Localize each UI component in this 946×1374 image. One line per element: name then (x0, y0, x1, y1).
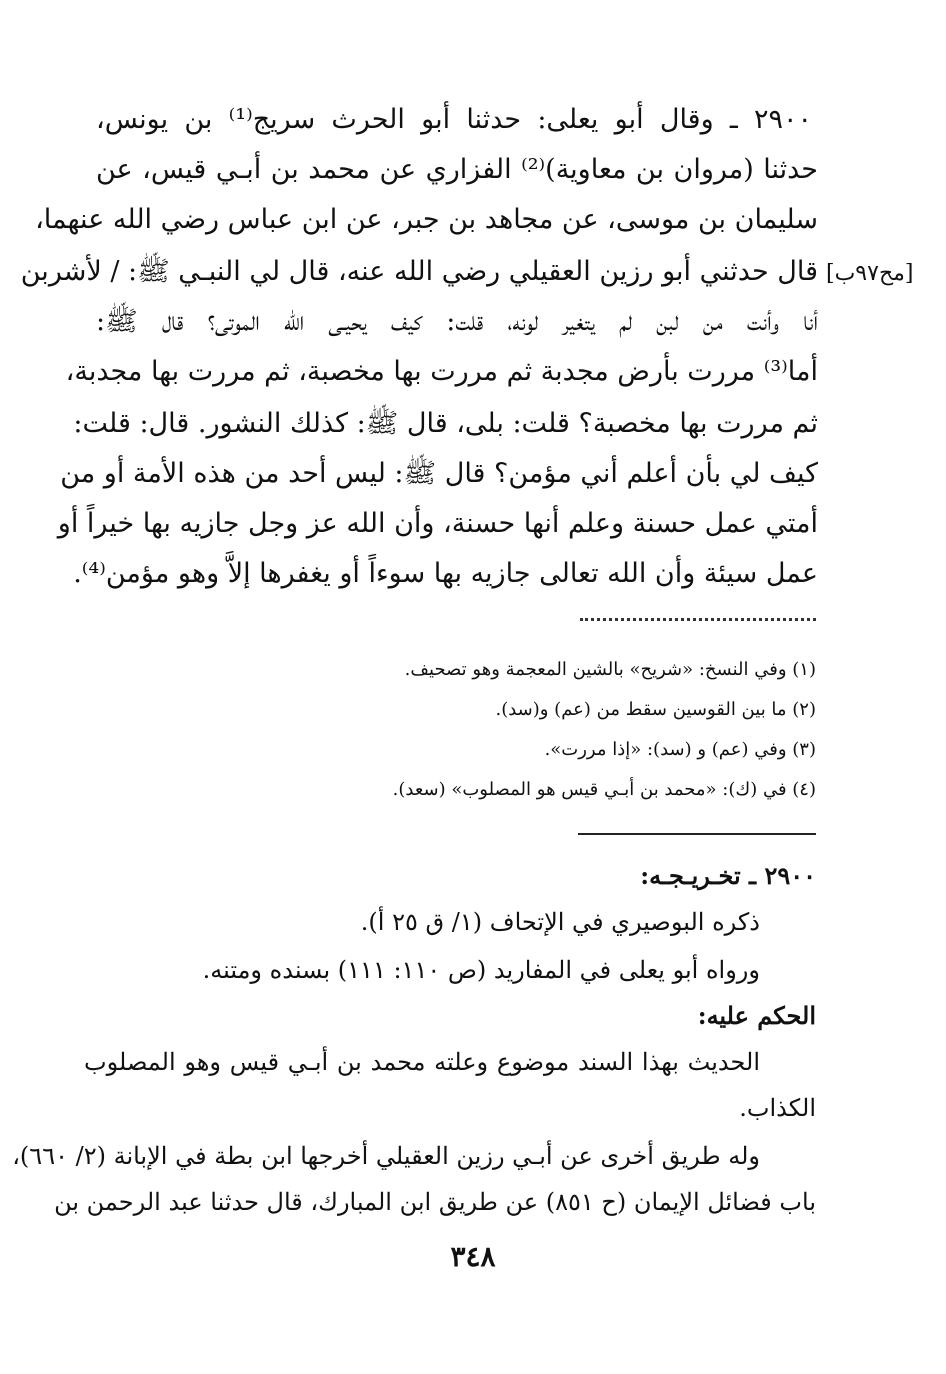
main-text-line-9: أمتي عمل حسنة وعلم أنها حسنة، وأن الله عز وجل جازيه بها خيراً أو (57, 508, 818, 539)
footnote-3: (٣) وفي (عم) و (سد): «إذا مررت». (544, 739, 816, 760)
main-text-line-2: حدثنا (مروان بن معاوية)⁽²⁾ الفزاري عن محمد بن أبـي قيس، عن (96, 154, 818, 185)
takhrij-line-2: ورواه أبو يعلى في المفاريد (ص ١١٠: ١١١) بسنده ومتنه. (202, 956, 760, 984)
main-text-line-5: أنا وأنت من لبن لم يتغير لونه، قلت: كيف يحيـى الله الموتى؟ قال ﷺ: (96, 306, 818, 337)
hukm-line-3: وله طريق أخرى عن أبـي رزين العقيلي أخرجها ابن بطة في الإبانة (٢/ ٦٦٠)، (12, 1142, 760, 1170)
takhrij-line-1: ذكره البوصيري في الإتحاف (١/ ق ٢٥ أ). (360, 908, 760, 936)
manuscript-margin-note: [مح٩٧ب] (826, 261, 914, 286)
hukm-line-1: الحديث بهذا السند موضوع وعلته محمد بن أبـي قيس وهو المصلوب (84, 1048, 760, 1076)
hukm-line-2: الكذاب. (739, 1094, 816, 1122)
main-text-line-10: عمل سيئة وأن الله تعالى جازيه بها سوءاً أو يغفرها إلاَّ وهو مؤمن⁽⁴⁾. (73, 558, 818, 589)
main-text-line-1: ٢٩٠٠ ـ وقال أبو يعلى: حدثنا أبو الحرث سريج⁽¹⁾ بن يونس، (96, 104, 812, 135)
footnote-1: (١) وفي النسخ: «شريح» بالشين المعجمة وهو تصحيف. (404, 659, 816, 680)
main-text-line-7: ثم مررت بها مخصبة؟ قلت: بلى، قال ﷺ: كذلك النشور. قال: قلت: (73, 408, 818, 439)
footnote-separator (580, 618, 816, 621)
footnote-2: (٢) ما بين القوسين سقط من (عم) و(سد). (495, 699, 816, 720)
takhrij-heading: ٢٩٠٠ ـ تخـريـجـه: (640, 861, 816, 890)
main-text-line-6: أما⁽³⁾ مررت بأرض مجدبة ثم مررت بها مخصبة، ثم مررت بها مجدبة، (65, 356, 818, 387)
section-divider (578, 833, 816, 835)
main-text-line-4: قال حدثني أبو رزين العقيلي رضي الله عنه، قال لي النبـي ﷺ: / لأشربن (20, 256, 818, 287)
main-text-line-8: كيف لي بأن أعلم أني مؤمن؟ قال ﷺ: ليس أحد من هذه الأمة أو من (60, 458, 818, 489)
footnote-4: (٤) في (ك): «محمد بن أبـي قيس هو المصلوب» (سعد). (392, 779, 816, 800)
hukm-line-4: باب فضائل الإيمان (ح ٨٥١) عن طريق ابن المبارك، قال حدثنا عبد الرحمن بن (54, 1188, 816, 1216)
main-text-line-3: سليمان بن موسى، عن مجاهد بن جبر، عن ابن عباس رضي الله عنهما، (35, 204, 818, 235)
hukm-heading: الحكم عليه: (697, 1001, 816, 1030)
page-number: ٣٤٨ (450, 1240, 496, 1273)
